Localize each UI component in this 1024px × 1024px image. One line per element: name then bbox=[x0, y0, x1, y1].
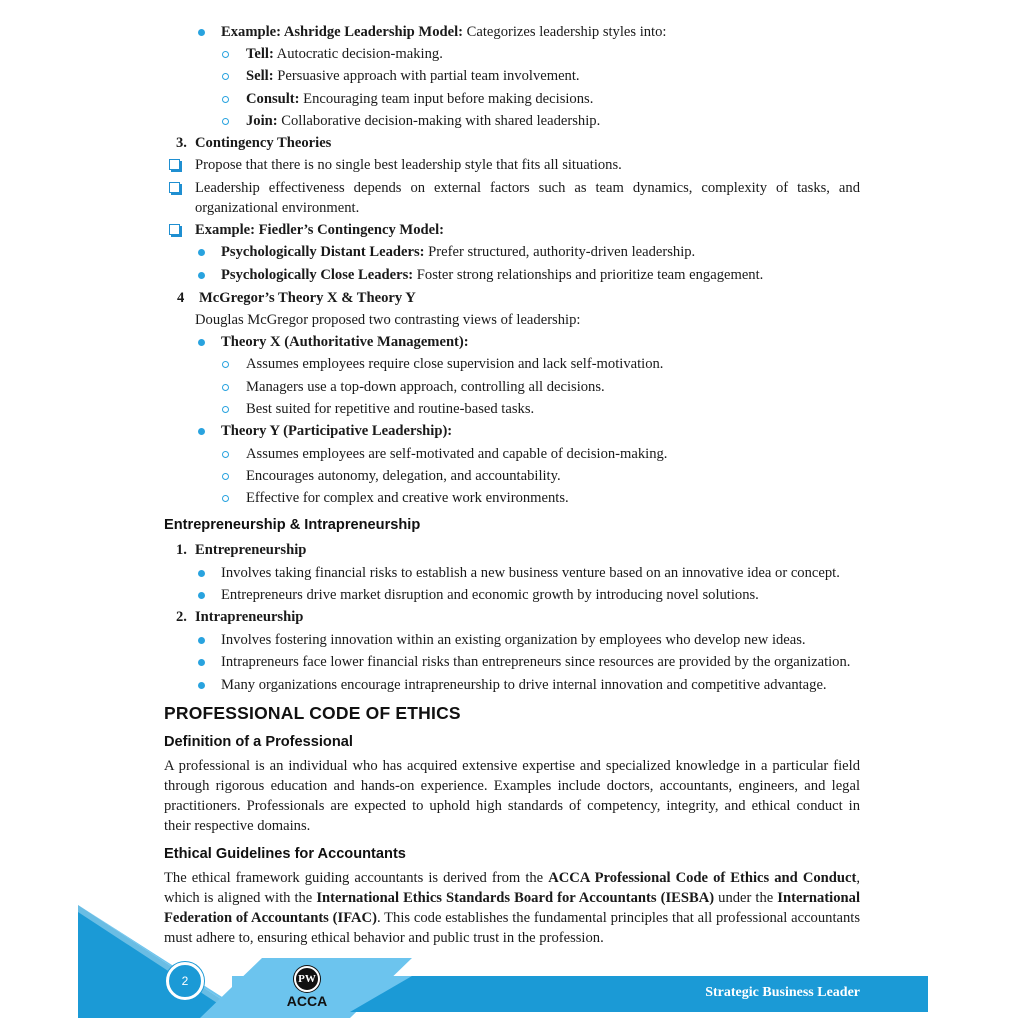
entrepreneurship-item: Involves taking financial risks to establish a new business venture based on an innovative idea or concept. bbox=[221, 565, 840, 581]
entrepreneurship-item: Entrepreneurs drive market disruption and economic growth by introducing novel solutions. bbox=[221, 587, 759, 603]
theory-x-title: Theory X (Authoritative Management): bbox=[221, 334, 469, 350]
theory-x-item: Best suited for repetitive and routine-based tasks. bbox=[246, 401, 535, 417]
intrapreneurship-item: Many organizations encourage intrapreneurship to drive internal innovation and competitive advantage. bbox=[221, 677, 827, 693]
pw-logo-icon: PW bbox=[294, 966, 320, 992]
theory-y-item: Encourages autonomy, delegation, and accountability. bbox=[246, 468, 561, 484]
theory-y-item: Assumes employees are self-motivated and capable of decision-making. bbox=[246, 446, 668, 462]
definition-heading: Definition of a Professional bbox=[164, 734, 353, 750]
acca-logo bbox=[282, 966, 332, 1009]
fiedler-item-close: Psychologically Close Leaders: Foster strong relationships and prioritize team engagement. bbox=[221, 267, 764, 283]
ashridge-example: Example: Ashridge Leadership Model: Categorizes leadership styles into: bbox=[221, 24, 667, 40]
section-number: 1. bbox=[176, 542, 187, 558]
page-number: 2 bbox=[166, 962, 204, 1000]
theory-x-item: Managers use a top-down approach, controlling all decisions. bbox=[246, 379, 605, 395]
guidelines-paragraph: The ethical framework guiding accountants is derived from the ACCA Professional Code of Ethics and Conduct, which is aligned with the International Ethics Standards Board for Accountants (IESBA) under the International Federation of Accountants (IFAC). This code establishes the fundamental principles that all professional accountants must adhere to, ensuring ethical behavior and public trust in the profession. bbox=[164, 870, 861, 946]
intrapreneurship-title: Intrapreneurship bbox=[195, 609, 304, 625]
mcgregor-intro: Douglas McGregor proposed two contrasting views of leadership: bbox=[195, 312, 581, 328]
entrepreneurship-title: Entrepreneurship bbox=[195, 542, 307, 558]
intrapreneurship-item: Intrapreneurs face lower financial risks than entrepreneurs since resources are provided by the organization. bbox=[221, 654, 851, 670]
ashridge-item-tell: Tell: Autocratic decision-making. bbox=[246, 46, 443, 62]
ashridge-item-sell: Sell: Persuasive approach with partial team involvement. bbox=[246, 68, 580, 84]
logo-text: ACCA bbox=[286, 993, 328, 1009]
contingency-title: Contingency Theories bbox=[195, 135, 332, 151]
section-number: 4 bbox=[177, 290, 185, 306]
section-number: 2. bbox=[176, 609, 187, 625]
intrapreneurship-item: Involves fostering innovation within an existing organization by employees who develop new ideas. bbox=[221, 632, 806, 648]
section-number: 3. bbox=[176, 135, 187, 151]
theory-x-item: Assumes employees require close supervision and lack self-motivation. bbox=[246, 356, 664, 372]
guidelines-heading: Ethical Guidelines for Accountants bbox=[164, 846, 406, 862]
ashridge-item-consult: Consult: Encouraging team input before making decisions. bbox=[246, 91, 594, 107]
fiedler-item-distant: Psychologically Distant Leaders: Prefer structured, authority-driven leadership. bbox=[221, 244, 696, 260]
contingency-point-1: Propose that there is no single best leadership style that fits all situations. bbox=[195, 157, 622, 173]
footer-title: Strategic Business Leader bbox=[705, 985, 860, 1000]
entrepreneurship-heading: Entrepreneurship & Intrapreneurship bbox=[164, 517, 421, 533]
definition-paragraph: A professional is an individual who has acquired extensive expertise and specialized knowledge in a particular field through rigorous education and hands-on experience. Examples include doctors, accountants, engineers, and legal practitioners. Professionals are expected to uphold high standards of competency, integrity, and ethical conduct in their respective domains. bbox=[164, 758, 860, 834]
theory-y-title: Theory Y (Participative Leadership): bbox=[221, 423, 453, 439]
ethics-heading: PROFESSIONAL CODE OF ETHICS bbox=[164, 703, 461, 723]
theory-y-item: Effective for complex and creative work environments. bbox=[246, 490, 569, 506]
contingency-point-2: Leadership effectiveness depends on external factors such as team dynamics, complexity of tasks, and organizational environment. bbox=[195, 180, 860, 216]
mcgregor-title: McGregor’s Theory X & Theory Y bbox=[199, 290, 416, 306]
ashridge-item-join: Join: Collaborative decision-making with shared leadership. bbox=[246, 113, 601, 129]
fiedler-example: Example: Fiedler’s Contingency Model: bbox=[195, 222, 444, 238]
